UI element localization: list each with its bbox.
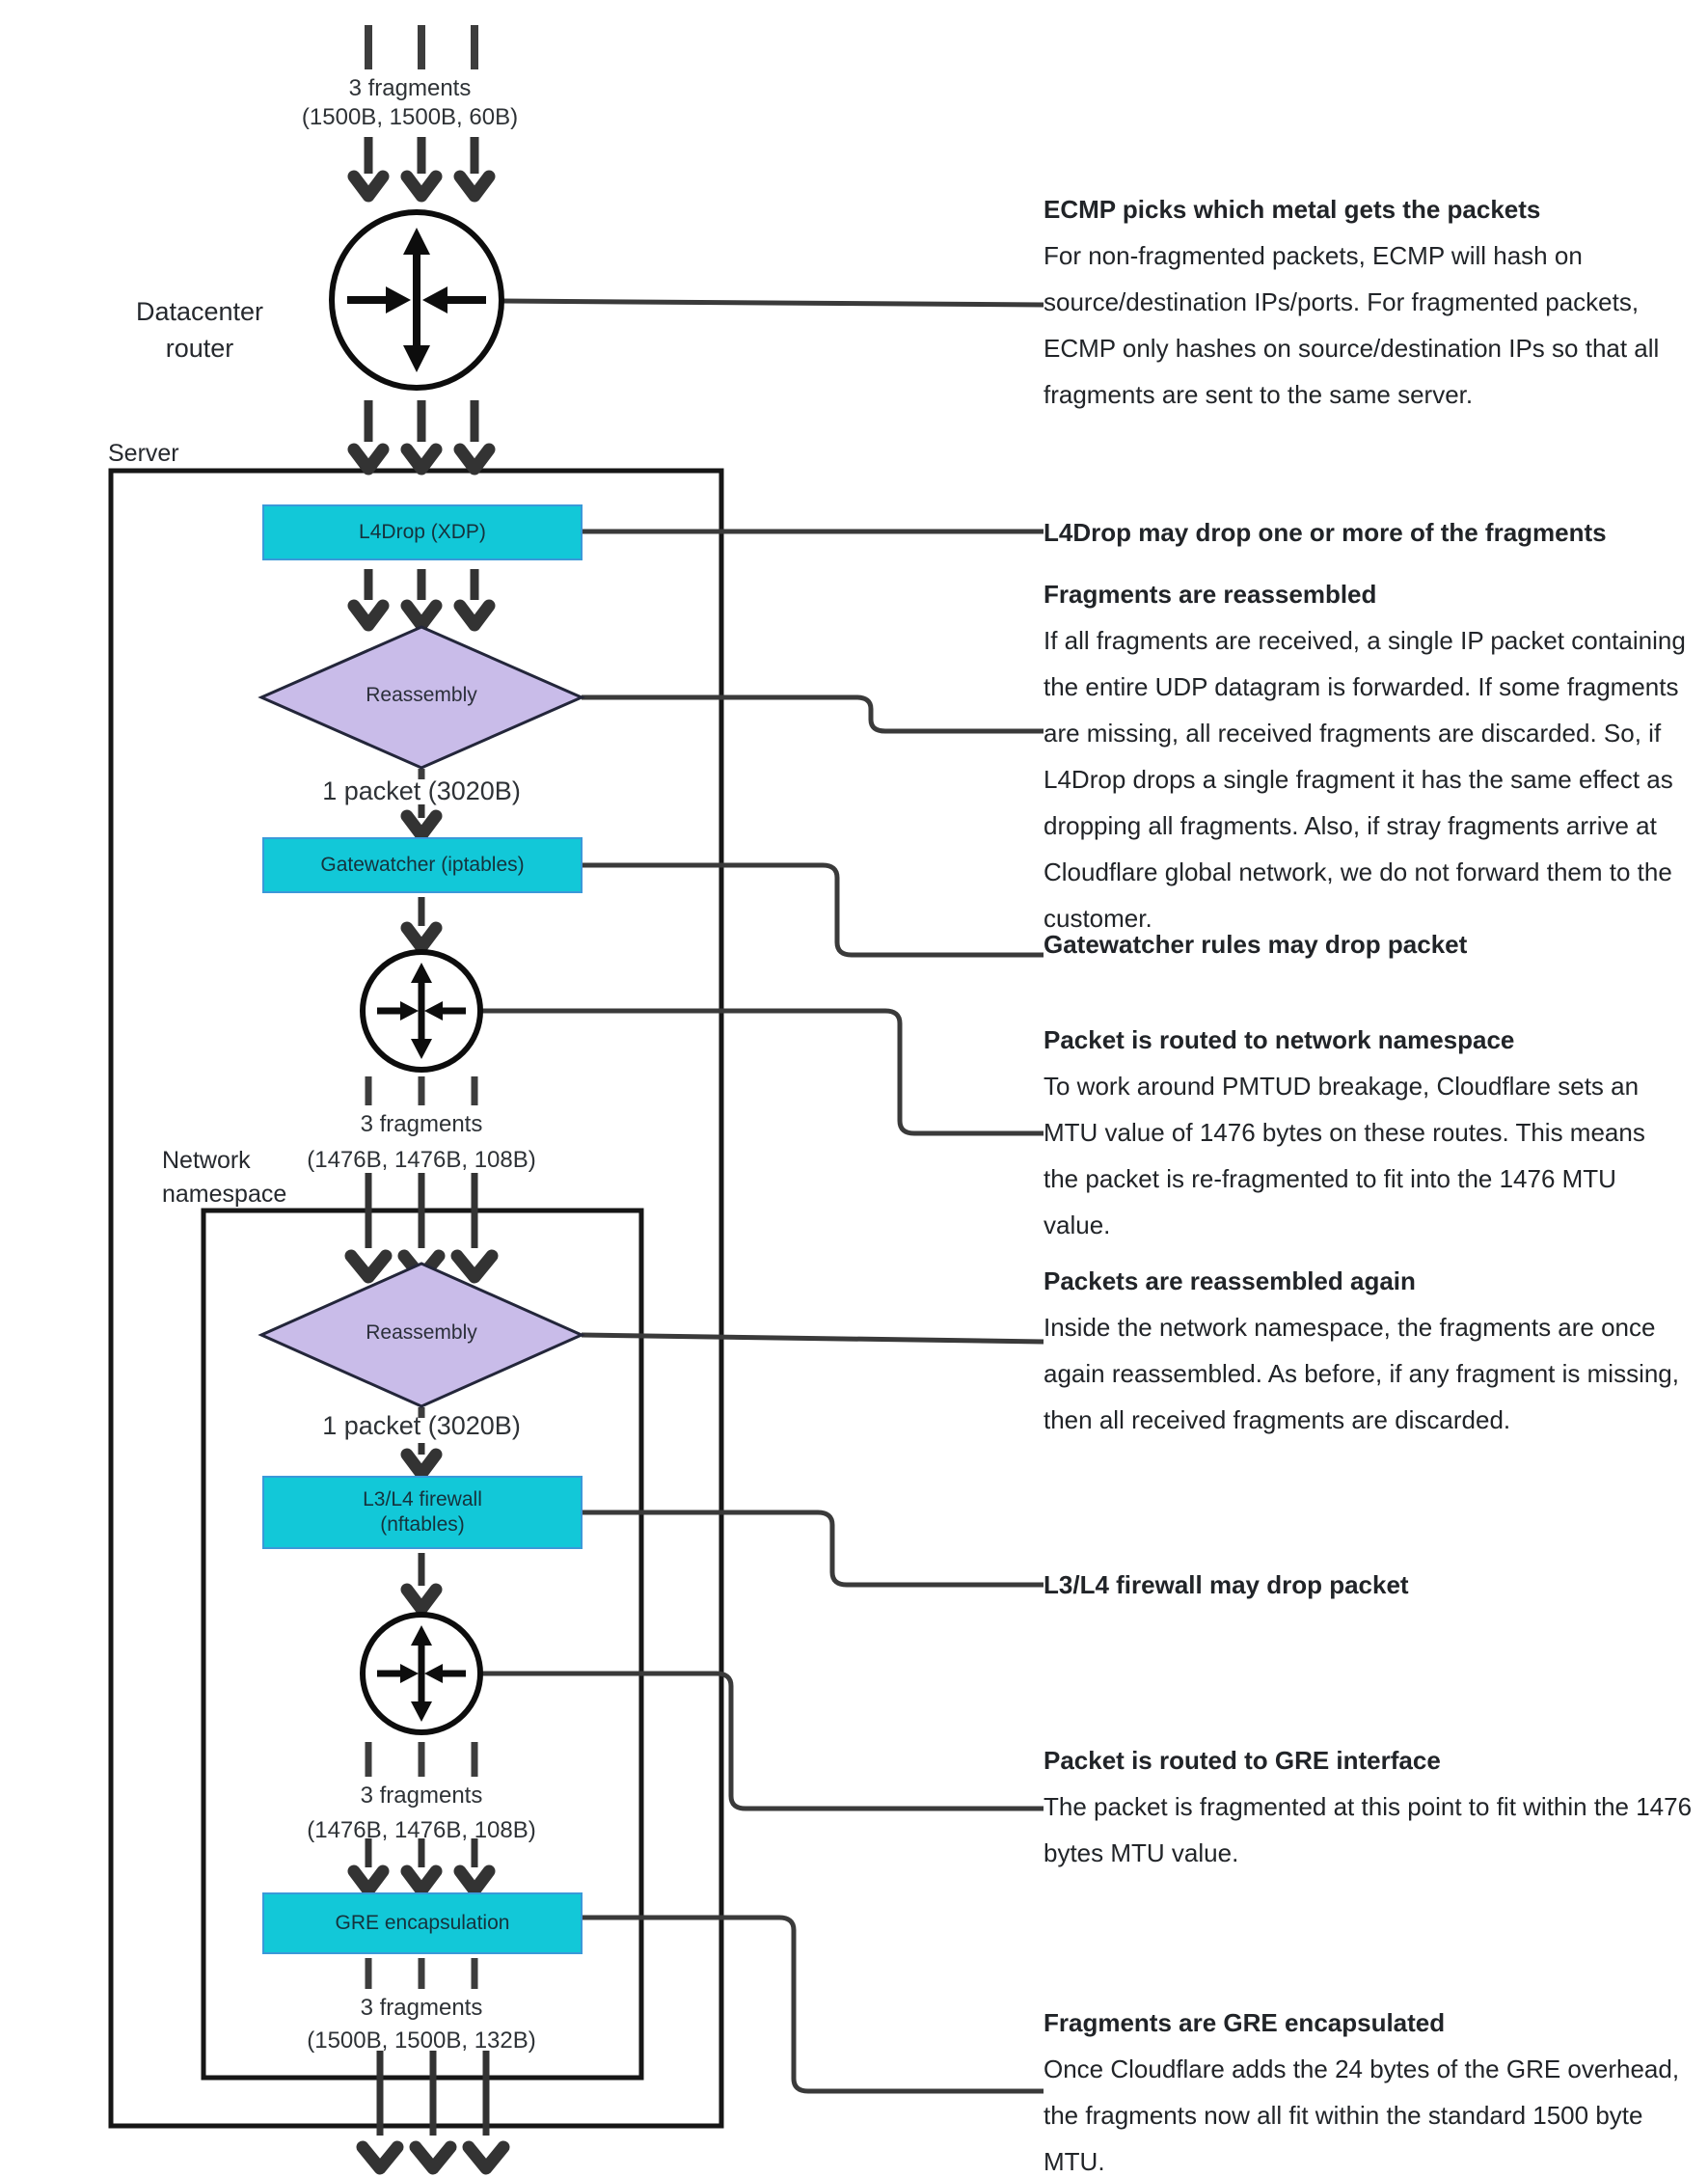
route-icon-2 bbox=[363, 952, 480, 1070]
firewall-node bbox=[262, 1476, 583, 1549]
annotation-reassembled-again-heading: Packets are reassembled again bbox=[1044, 1266, 1416, 1295]
arrows-into-router bbox=[354, 137, 489, 196]
annotation-gre-interface-body: The packet is fragmented at this point to fit within the 1476 bytes MTU value. bbox=[1044, 1792, 1693, 1867]
annotation-netns-body: To work around PMTUD breakage, Cloudflare sets an MTU value of 1476 bytes on these routes. This means the packet is re-fragmented to fit into the 1476 MTU value. bbox=[1044, 1072, 1645, 1239]
network-namespace-label-line2: namespace bbox=[162, 1181, 287, 1208]
arrow-gatewatcher-to-router2 bbox=[407, 897, 436, 947]
l4drop-node-label: L4Drop (XDP) bbox=[359, 521, 486, 543]
fragments-out-sizes: (1500B, 1500B, 132B) bbox=[307, 2027, 536, 2054]
datacenter-router-label bbox=[113, 293, 286, 367]
annotation-firewall bbox=[1044, 1562, 1708, 1608]
datacenter-router-icon bbox=[332, 212, 502, 388]
fragments-in-count: 3 fragments bbox=[348, 75, 472, 101]
network-namespace-label bbox=[162, 1144, 286, 1211]
gatewatcher-node-label: Gatewatcher (iptables) bbox=[320, 854, 525, 876]
arrow-packet2-to-firewall bbox=[407, 1443, 436, 1474]
datacenter-router-label-line1: Datacenter bbox=[135, 297, 264, 326]
fragments-in-sizes: (1500B, 1500B, 60B) bbox=[301, 104, 519, 130]
firewall-node-label-line2: (nftables) bbox=[380, 1513, 465, 1536]
arrow-packet1-to-gatewatcher bbox=[407, 804, 436, 835]
annotation-netns-heading: Packet is routed to network namespace bbox=[1044, 1025, 1515, 1054]
arrows-into-network-namespace bbox=[351, 1173, 492, 1277]
fragments-ns-count: 3 fragments bbox=[360, 1111, 483, 1137]
annotation-reassembled-body: If all fragments are received, a single IP packet containing the entire UDP datagram is forwarded. If some fragments are missing, all received fragments are discarded. So, if L4Drop drops a single fragment it has the same effect as dropping all fragments. Also, if stray fragments arrive at Cloudflare global network, we do not forward them to the customer. bbox=[1044, 626, 1686, 933]
annotation-ecmp-body: For non-fragmented packets, ECMP will hash on source/destination IPs/ports. For fragmented packets, ECMP only hashes on source/destination IPs so that all fragments are sent to the same server. bbox=[1044, 241, 1660, 409]
network-namespace-label-line1: Network bbox=[162, 1147, 251, 1174]
annotation-reassembled-heading: Fragments are reassembled bbox=[1044, 580, 1377, 609]
annotation-l4drop bbox=[1044, 509, 1708, 556]
fragment-dashes-after-router2 bbox=[368, 1076, 474, 1105]
annotation-gre-encapsulated bbox=[1044, 2000, 1680, 2177]
packet2-label: 1 packet (3020B) bbox=[322, 1411, 521, 1440]
annotation-ecmp-heading: ECMP picks which metal gets the packets bbox=[1044, 195, 1541, 224]
route-icon-3 bbox=[363, 1615, 480, 1732]
annotation-gre-encapsulated-body: Once Cloudflare adds the 24 bytes of the GRE overhead, the fragments now all fit within the standard 1500 byte MTU. bbox=[1044, 2055, 1680, 2176]
gatewatcher-node bbox=[262, 837, 583, 893]
fragments-ns-sizes: (1476B, 1476B, 108B) bbox=[307, 1147, 536, 1173]
arrows-into-gre bbox=[354, 1838, 489, 1891]
arrow-firewall-to-router3 bbox=[407, 1553, 436, 1609]
fragments-gre-sizes: (1476B, 1476B, 108B) bbox=[307, 1817, 536, 1843]
annotation-l4drop-heading: L4Drop may drop one or more of the fragments bbox=[1044, 518, 1607, 547]
annotation-gre-interface bbox=[1044, 1737, 1708, 1876]
firewall-node-label-line1: L3/L4 firewall bbox=[363, 1488, 482, 1510]
annotation-ecmp bbox=[1044, 186, 1699, 418]
reassembly2-label: Reassembly bbox=[366, 1321, 477, 1344]
datacenter-router-label-line2: router bbox=[165, 334, 234, 363]
fragment-dashes-top bbox=[368, 25, 474, 69]
server-label: Server bbox=[108, 440, 179, 467]
annotation-firewall-heading: L3/L4 firewall may drop packet bbox=[1044, 1570, 1409, 1599]
arrows-l4drop-to-reassembly bbox=[354, 569, 489, 625]
annotation-gatewatcher bbox=[1044, 921, 1708, 967]
arrows-router-to-server bbox=[354, 400, 489, 469]
packet1-label: 1 packet (3020B) bbox=[322, 776, 521, 805]
annotation-gre-encapsulated-heading: Fragments are GRE encapsulated bbox=[1044, 2008, 1446, 2037]
gre-node bbox=[262, 1892, 583, 1954]
annotation-reassembled bbox=[1044, 571, 1699, 941]
annotation-netns bbox=[1044, 1017, 1661, 1248]
fragment-dashes-after-router3 bbox=[368, 1742, 474, 1777]
fragments-out-count: 3 fragments bbox=[360, 1995, 483, 2021]
arrows-out-bottom bbox=[363, 2051, 503, 2168]
annotation-gatewatcher-heading: Gatewatcher rules may drop packet bbox=[1044, 930, 1468, 959]
fragment-dashes-after-gre bbox=[368, 1958, 474, 1989]
annotation-gre-interface-heading: Packet is routed to GRE interface bbox=[1044, 1746, 1441, 1775]
annotation-reassembled-again bbox=[1044, 1258, 1680, 1443]
l4drop-node bbox=[262, 504, 583, 560]
gre-node-label: GRE encapsulation bbox=[335, 1912, 510, 1934]
firewall-node-label bbox=[363, 1487, 482, 1538]
fragments-gre-count: 3 fragments bbox=[360, 1782, 483, 1809]
reassembly1-label: Reassembly bbox=[366, 684, 477, 706]
annotation-reassembled-again-body: Inside the network namespace, the fragments are once again reassembled. As before, if any fragment is missing, then all received fragments are discarded. bbox=[1044, 1313, 1679, 1434]
